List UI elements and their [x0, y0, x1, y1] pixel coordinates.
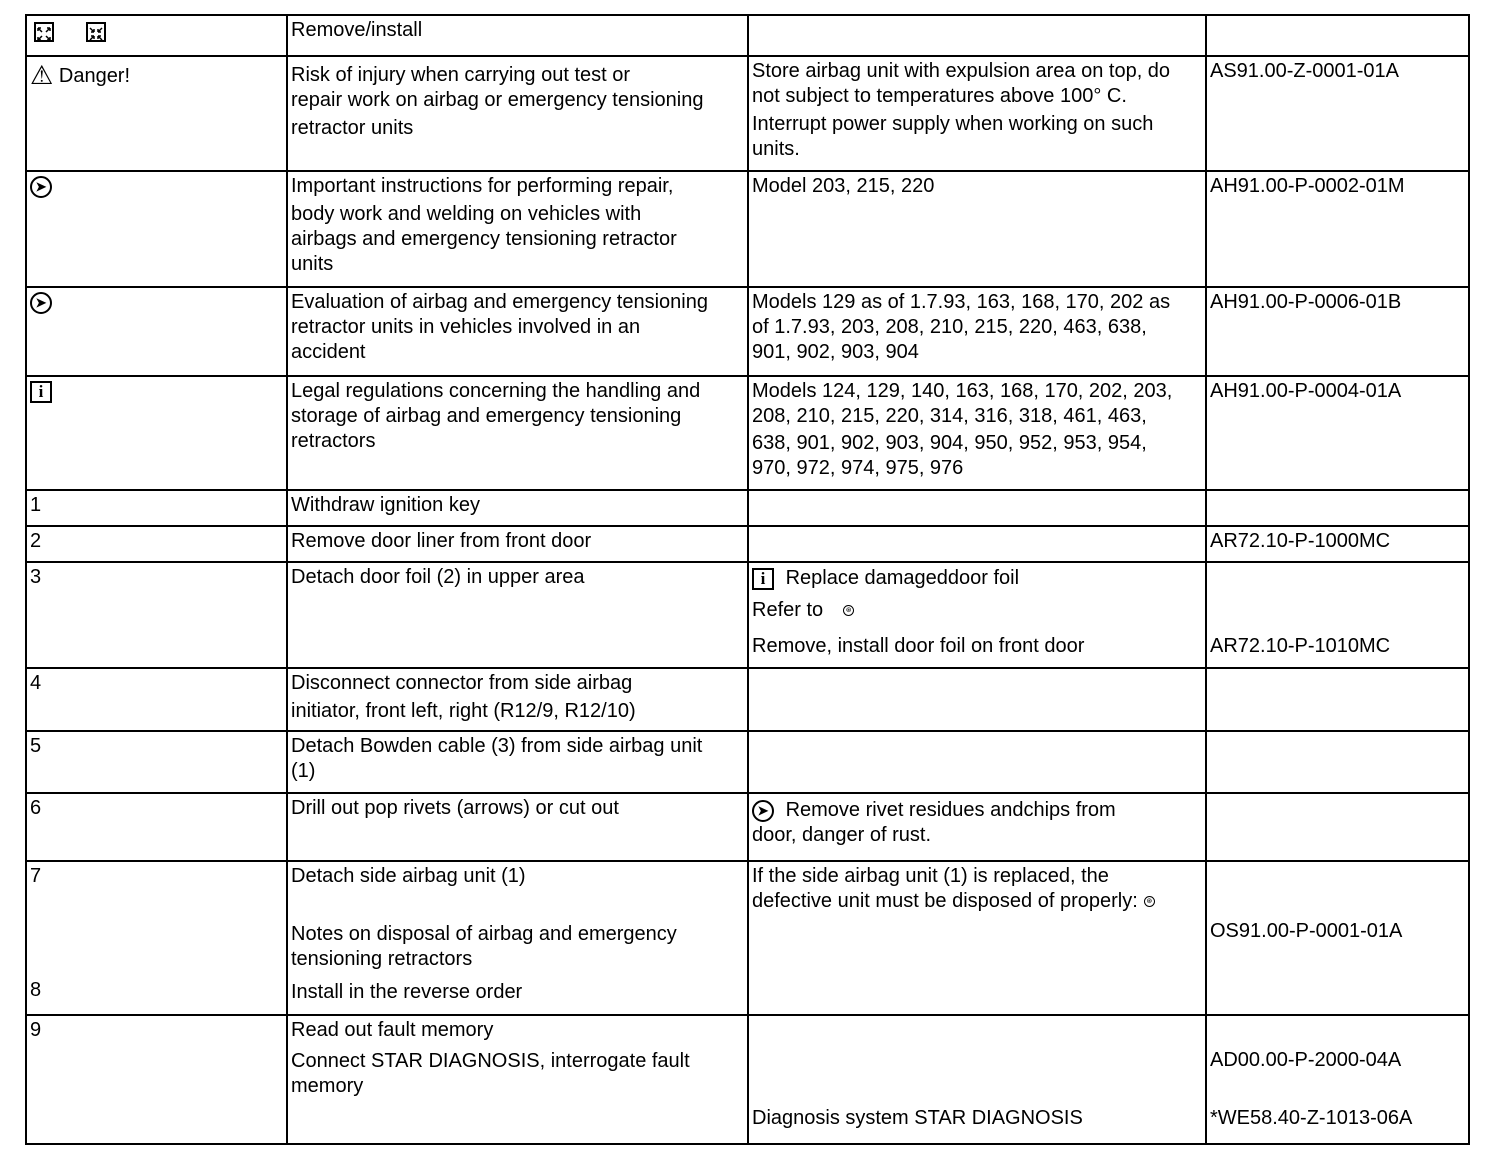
step-reference[interactable]: OS91.00-P-0001-01A — [1210, 920, 1403, 942]
warning-icon: ⚠ — [30, 60, 54, 90]
step-number: 8 — [30, 979, 42, 1001]
step3-notes: i Replace damageddoor foil Refer to ⊛ Remove, install door foil on front door — [749, 563, 1207, 667]
step-number: 3 — [27, 563, 288, 667]
danger-cell — [27, 57, 288, 170]
header-title: Remove/install — [288, 16, 749, 55]
note2-description: Evaluation of airbag and emergency tensioning retractor units in vehicles involved in an accident — [288, 288, 749, 375]
table-row — [27, 288, 1468, 377]
remove-icon — [34, 22, 54, 42]
diagnosis-system-label: Diagnosis system STAR DIAGNOSIS — [752, 1107, 1083, 1129]
procedure-table — [25, 14, 1470, 1145]
install-icon — [86, 22, 106, 42]
step-description: Read out fault memory — [291, 1019, 494, 1041]
info-icon: i — [752, 568, 774, 590]
danger-notes: Store airbag unit with expulsion area on top, do not subject to temperatures above 100° C. Interrupt power supply when working on such units. — [749, 57, 1207, 170]
table-row: 7 8 Detach side airbag unit (1) Notes on disposal of airbag and emergency tensioning retractors Install in the reverse order If the side airbag unit (1) is replaced, the defective unit must be disposed of properly: ⊛ OS91.00-P-0001-01A — [27, 862, 1468, 1016]
danger-description: Risk of injury when carrying out test or repair work on airbag or emergency tensioning retractor units — [288, 57, 749, 170]
info1-models: Models 124, 129, 140, 163, 168, 170, 202, 203, 208, 210, 215, 220, 314, 316, 318, 461, 463, 638, 901, 902, 903, 904, 950, 952, 953, 954, 970, 972, 974, 975, 976 — [749, 377, 1207, 489]
note-arrow-icon: ➤ — [752, 800, 774, 822]
step-reference[interactable]: *WE58.40-Z-1013-06A — [1210, 1107, 1413, 1129]
table-row — [27, 377, 1468, 491]
table-row: 9 Read out fault memory Connect STAR DIAGNOSIS, interrogate fault memory Diagnosis system STAR DIAGNOSIS AD00.00-P-2000-04A *WE58.40-Z-1013-06A — [27, 1016, 1468, 1145]
table-row — [27, 16, 1468, 57]
step-description: Install in the reverse order — [291, 981, 523, 1003]
step-description: Drill out pop rivets (arrows) or cut out — [288, 794, 749, 860]
step-number: 1 — [27, 491, 288, 525]
note-arrow-icon: ➤ — [30, 292, 52, 314]
step-number: 4 — [27, 669, 288, 730]
info1-description: Legal regulations concerning the handling and storage of airbag and emergency tensioning retractors — [288, 377, 749, 489]
reference-icon[interactable]: ⊛ — [1144, 896, 1155, 907]
reference-icon[interactable]: ⊛ — [843, 605, 854, 616]
note1-reference[interactable]: AH91.00-P-0002-01M — [1210, 175, 1405, 197]
table-row — [27, 172, 1468, 288]
step-description: Disconnect connector from side airbag initiator, front left, right (R12/9, R12/10) — [288, 669, 749, 730]
disposal-note: Notes on disposal of airbag and emergency — [291, 923, 677, 945]
step-number: 7 — [30, 865, 42, 887]
note1-models: Model 203, 215, 220 — [749, 172, 1207, 286]
danger-reference[interactable]: AS91.00-Z-0001-01A — [1210, 60, 1400, 82]
step-description: Detach Bowden cable (3) from side airbag unit (1) — [288, 732, 749, 792]
step-reference[interactable]: AR72.10-P-1010MC — [1210, 635, 1391, 657]
table-row — [27, 794, 1468, 862]
step-description: Detach door foil (2) in upper area — [288, 563, 749, 667]
danger-label: Danger! — [58, 65, 131, 87]
step-reference[interactable]: AR72.10-P-1000MC — [1210, 530, 1391, 552]
info-icon: i — [30, 381, 52, 403]
info1-reference[interactable]: AH91.00-P-0004-01A — [1210, 380, 1402, 402]
step6-notes: ➤ Remove rivet residues andchips from door, danger of rust. — [749, 794, 1207, 860]
step7-notes: If the side airbag unit (1) is replaced, the defective unit must be disposed of properly: ⊛ — [749, 862, 1207, 1014]
table-row — [27, 732, 1468, 794]
step-number: 6 — [27, 794, 288, 860]
step-number: 2 — [27, 527, 288, 561]
note1-description: Important instructions for performing repair, body work and welding on vehicles with airbags and emergency tensioning retractor units — [288, 172, 749, 286]
table-row — [27, 669, 1468, 732]
step-description: Remove door liner from front door — [288, 527, 749, 561]
header-icons-cell — [27, 16, 288, 55]
step-number: 9 — [27, 1016, 288, 1145]
step-reference[interactable]: AD00.00-P-2000-04A — [1210, 1049, 1402, 1071]
note2-reference[interactable]: AH91.00-P-0006-01B — [1210, 291, 1402, 313]
step-description: Detach side airbag unit (1) — [291, 865, 526, 887]
step-number: 5 — [27, 732, 288, 792]
note2-models: Models 129 as of 1.7.93, 163, 168, 170, 202 as of 1.7.93, 203, 208, 210, 215, 220, 463, 638, 901, 902, 903, 904 — [749, 288, 1207, 375]
table-row — [27, 527, 1468, 563]
note-arrow-icon: ➤ — [30, 176, 52, 198]
step-description: Withdraw ignition key — [288, 491, 749, 525]
table-row — [27, 57, 1468, 172]
table-row — [27, 563, 1468, 669]
table-row — [27, 491, 1468, 527]
